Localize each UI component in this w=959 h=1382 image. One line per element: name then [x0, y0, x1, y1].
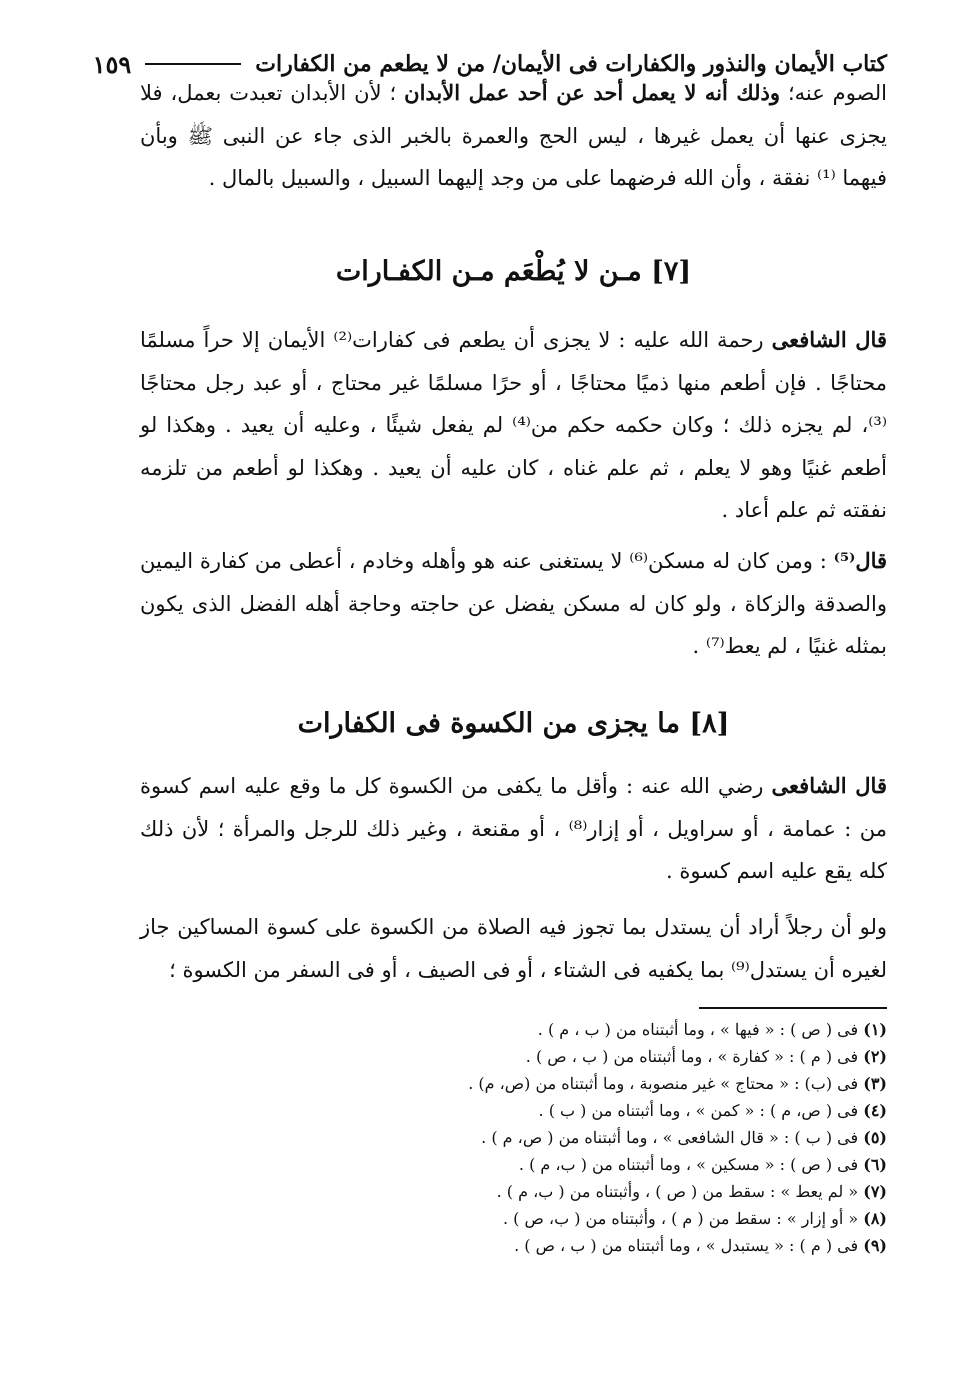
footnote-rule: [699, 1007, 887, 1009]
section-8-p1-rest: رضي الله عنه : وأقل ما يكفى من الكسوة كل ما وقع عليه اسم كسوة من : عمامة ، أو سراويل ، أو إزار⁽⁸⁾ ، أو مقنعة ، وغير ذلك للرجل والمرأة ؛ لأن ذلك كله يقع عليه اسم كسوة .: [140, 774, 888, 883]
footnote-marker: (٧): [863, 1182, 887, 1201]
page-number: ١٥٩: [92, 49, 132, 79]
footnote-text: فى ( ب ) : « قال الشافعى » ، وما أثبتناه من ( ص، م ) .: [481, 1128, 864, 1147]
footnote-2: [300, 1043, 887, 1070]
footnote-text: فى ( م ) : « كفارة » ، وما أثبتناه من ( ب ، ص ) .: [525, 1047, 864, 1066]
footnote-3: [300, 1070, 887, 1097]
footnote-marker: (١): [863, 1020, 887, 1039]
footnote-text: فى ( ص، م ) : « كمن » ، وما أثبتناه من ( ب ) .: [538, 1101, 864, 1120]
footnote-6: [300, 1151, 887, 1178]
footnote-text: فى ( م ) : « يستبدل » ، وما أثبتناه من ( ب ، ص ) .: [514, 1236, 864, 1255]
section-7-p2-bold: قال⁽⁵⁾: [833, 548, 888, 573]
footnote-text: فى ( ص ) : « فيها » ، وما أثبتناه من ( ب ، م ) .: [537, 1020, 864, 1039]
section-7-p2-rest: : ومن كان له مسكن⁽⁶⁾ لا يستغنى عنه هو وأهله وخادم ، أعطى من كفارة اليمين والصدقة والزكاة ، ولو كان له مسكن يفضل عن حاجته وحاجة أهله الفضل الذى يكون بمثله غنيًا ، لم يعط⁽⁷⁾ .: [140, 549, 887, 658]
section-8-heading: [٨] ما يجزى من الكسوة فى الكفارات: [297, 708, 730, 739]
footnote-text: « أو إزار » : سقط من ( م ) ، وأثبتناه من ( ب، ص ) .: [502, 1209, 864, 1228]
footnote-marker: (٨): [863, 1209, 887, 1228]
intro-bold: وذلك أنه لا يعمل أحد عن أحد عمل الأبدان: [404, 80, 780, 105]
footnote-text: فى (ب) : « محتاج » غير منصوبة ، وما أثبتناه من (ص، م) .: [468, 1074, 864, 1093]
footnote-marker: (٦): [863, 1155, 887, 1174]
running-title: كتاب الأيمان والنذور والكفارات فى الأيمان/ من لا يطعم من الكفارات: [255, 51, 887, 77]
footnote-text: « لم يعط » : سقط من ( ص ) ، وأثبتناه من ( ب، م ) .: [496, 1182, 864, 1201]
section-7-p1-rest: رحمة الله عليه : لا يجزى أن يطعم فى كفارات⁽²⁾ الأيمان إلا حراً مسلمًا محتاجًا . فإن أطعم منها ذميًا محتاجًا ، أو حرًا مسلمًا غير محتاج ، أو عبد رجل محتاجًا ⁽³⁾، لم يجزه ذلك ؛ وكان حكمه حكم من⁽⁴⁾ لم يفعل شيئًا ، وعليه أن يعيد . وهكذا لو أطعم غنيًا وهو لا يعلم ، ثم علم غناه ، كان عليه أن يعيد . وهكذا لو أطعم من تلزمه نفقته ثم علم أعاد .: [140, 328, 887, 522]
section-7-paragraph-2: [140, 540, 887, 668]
footnote-marker: (٩): [863, 1236, 887, 1255]
section-8-p1-bold: قال الشافعى: [771, 773, 887, 798]
section-7-paragraph-1: [140, 319, 887, 532]
footnote-4: [300, 1097, 887, 1124]
section-8-paragraph-2: ولو أن رجلاً أراد أن يستدل بما تجوز فيه الصلاة من الكسوة على كسوة المساكين جاز لغيره أن يستدل⁽⁹⁾ بما يكفيه فى الشتاء ، أو فى الصيف ، أو فى السفر من الكسوة ؛: [140, 915, 887, 982]
intro-lead: الصوم عنه؛: [780, 81, 887, 105]
footnote-8: [300, 1205, 887, 1232]
footnote-marker: (٢): [863, 1047, 887, 1066]
intro-rest: ؛ لأن الأبدان تعبدت بعمل، فلا يجزى عنها أن يعمل غيرها ، ليس الحج والعمرة بالخبر الذى جاء عن النبى ﷺ وبأن فيهما ⁽¹⁾ نفقة ، وأن الله فرضهما على من وجد إليهما السبيل ، والسبيل بالمال .: [140, 81, 887, 190]
footnotes: [300, 1016, 887, 1259]
section-7-heading: [٧] مـن لا يُطْعَم مـن الكفـارات: [335, 256, 692, 287]
footnote-text: فى ( ص ) : « مسكين » ، وما أثبتناه من ( ب، م ) .: [518, 1155, 864, 1174]
section-8-paragraph-1: [140, 765, 887, 893]
footnote-9: [300, 1232, 887, 1259]
header-rule: [145, 63, 241, 65]
footnote-1: [300, 1016, 887, 1043]
footnote-marker: (٤): [863, 1101, 887, 1120]
footnote-marker: (٥): [863, 1128, 887, 1147]
intro-paragraph: [140, 72, 887, 200]
footnote-7: [300, 1178, 887, 1205]
section-7-p1-bold: قال الشافعى: [771, 327, 887, 352]
footnote-marker: (٣): [863, 1074, 887, 1093]
footnote-5: [300, 1124, 887, 1151]
